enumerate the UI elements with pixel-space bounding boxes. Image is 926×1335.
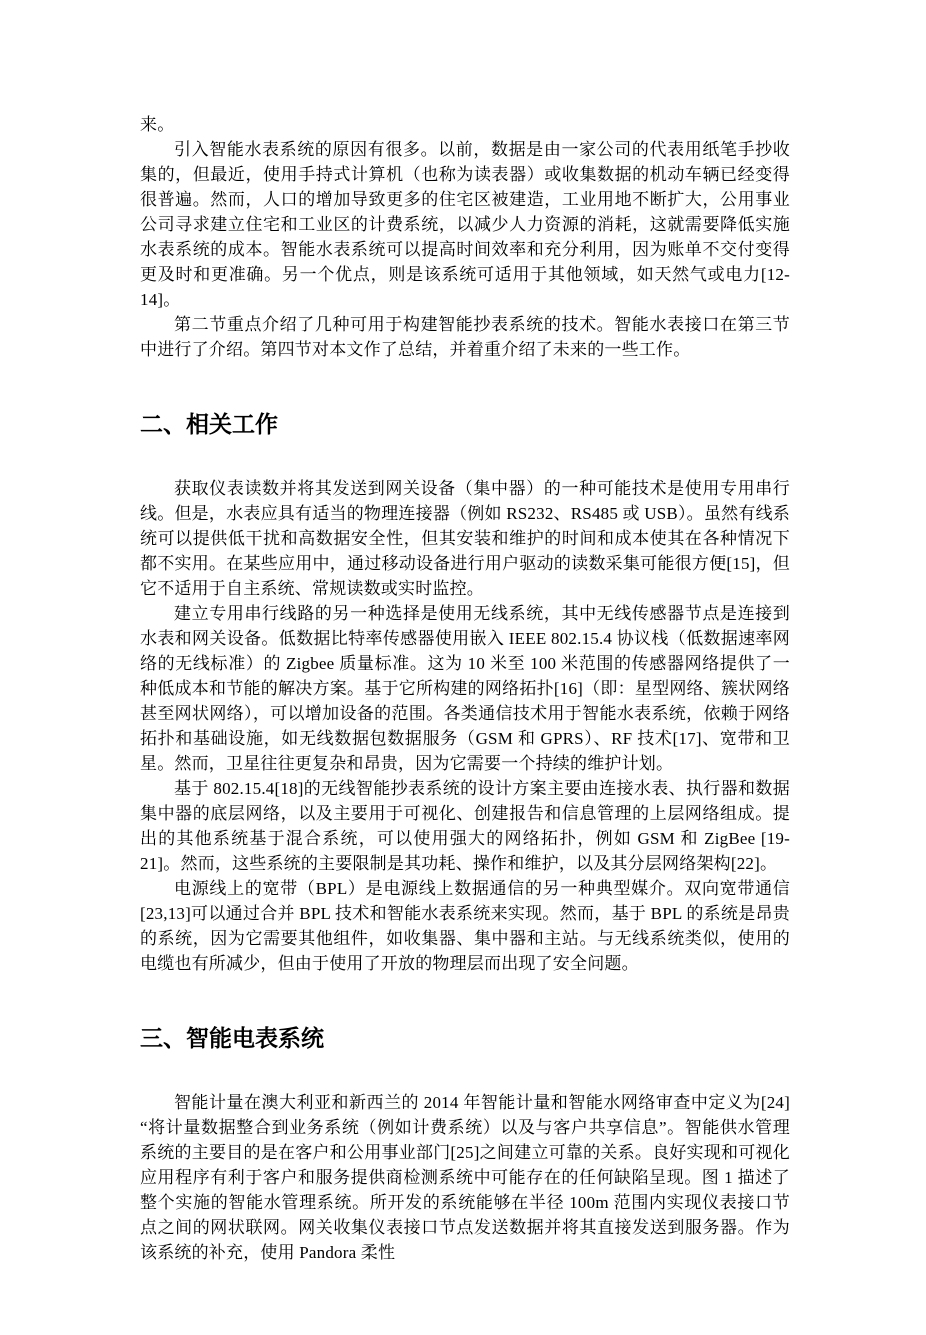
body-paragraph-intro-reasons: 引入智能水表系统的原因有很多。以前，数据是由一家公司的代表用纸笔手抄收集的，但最近，使用手持式计算机（也称为读表器）或收集数据的机动车辆已经变得很普遍。然而，人口的增加导致更多的住宅区被建造，工业用地不断扩大，公用事业公司寻求建立住宅和工业区的计费系统，以减少人力资源的消耗，这就需要降低实施水表系统的成本。智能水表系统可以提高时间效率和充分利用，因为账单不交付变得更及时和更准确。另一个优点，则是该系统可适用于其他领域，如天然气或电力[12-14]。 [140,140,790,309]
body-paragraph-outline: 第二节重点介绍了几种可用于构建智能抄表系统的技术。智能水表接口在第三节中进行了介绍。第四节对本文作了总结，并着重介绍了未来的一些工作。 [140,315,790,359]
section-heading-smart-meter-system: 三、智能电表系统 [140,1025,324,1051]
body-paragraph-smart-metering: 智能计量在澳大利亚和新西兰的 2014 年智能计量和智能水网络审查中定义为[24]“将计量数据整合到业务系统（例如计费系统）以及与客户共享信息”。智能供水管理系统的主要目的是在客户和公用事业部门[25]之间建立可靠的关系。良好实现和可视化应用程序有利于客户和服务提供商检测系统中可能存在的任何缺陷呈现。图 1 描述了整个实施的智能水管理系统。所开发的系统能够在半径 100m 范围内实现仪表接口节点之间的网状联网。网关收集仪表接口节点发送数据并将其直接发送到服务器。作为该系统的补充，使用 Pandora 柔性 [140,1093,790,1262]
section-heading-related-work: 二、相关工作 [140,411,278,437]
body-paragraph-serial-line: 获取仪表读数并将其发送到网关设备（集中器）的一种可能技术是使用专用串行线。但是，水表应具有适当的物理连接器（例如 RS232、RS485 或 USB）。虽然有线系统可以提供低干扰和高数据安全性，但其安装和维护的时间和成本使其在各种情况下都不实用。在某些应用中，通过移动设备进行用户驱动的读数采集可能很方便[15]，但它不适用于自主系统、常规读数或实时监控。 [140,479,790,598]
paragraph-continuation: 来。 [140,115,175,134]
body-paragraph-802154-design: 基于 802.15.4[18]的无线智能抄表系统的设计方案主要由连接水表、执行器和数据集中器的底层网络，以及主要用于可视化、创建报告和信息管理的上层网络组成。提出的其他系统基于混合系统，可以使用强大的网络拓扑，例如 GSM 和 ZigBee [19-21]。然而，这些系统的主要限制是其功耗、操作和维护，以及其分层网络架构[22]。 [140,779,790,873]
body-paragraph-wireless: 建立专用串行线路的另一种选择是使用无线系统，其中无线传感器节点是连接到水表和网关设备。低数据比特率传感器使用嵌入 IEEE 802.15.4 协议栈（低数据速率网络的无线标准）的 Zigbee 质量标准。这为 10 米至 100 米范围的传感器网络提供了一种低成本和节能的解决方案。基于它所构建的网络拓扑[16]（即：星型网络、簇状网络甚至网状网络），可以增加设备的范围。各类通信技术用于智能水表系统，依赖于网络拓扑和基础设施，如无线数据包数据服务（GSM 和 GPRS）、RF 技术[17]、宽带和卫星。然而，卫星往往更复杂和昂贵，因为它需要一个持续的维护计划。 [140,604,790,773]
body-paragraph-bpl: 电源线上的宽带（BPL）是电源线上数据通信的另一种典型媒介。双向宽带通信[23,13]可以通过合并 BPL 技术和智能水表系统来实现。然而，基于 BPL 的系统是昂贵的系统，因为它需要其他组件，如收集器、集中器和主站。与无线系统类似，使用的电缆也有所减少，但由于使用了开放的物理层而出现了安全问题。 [140,879,790,973]
